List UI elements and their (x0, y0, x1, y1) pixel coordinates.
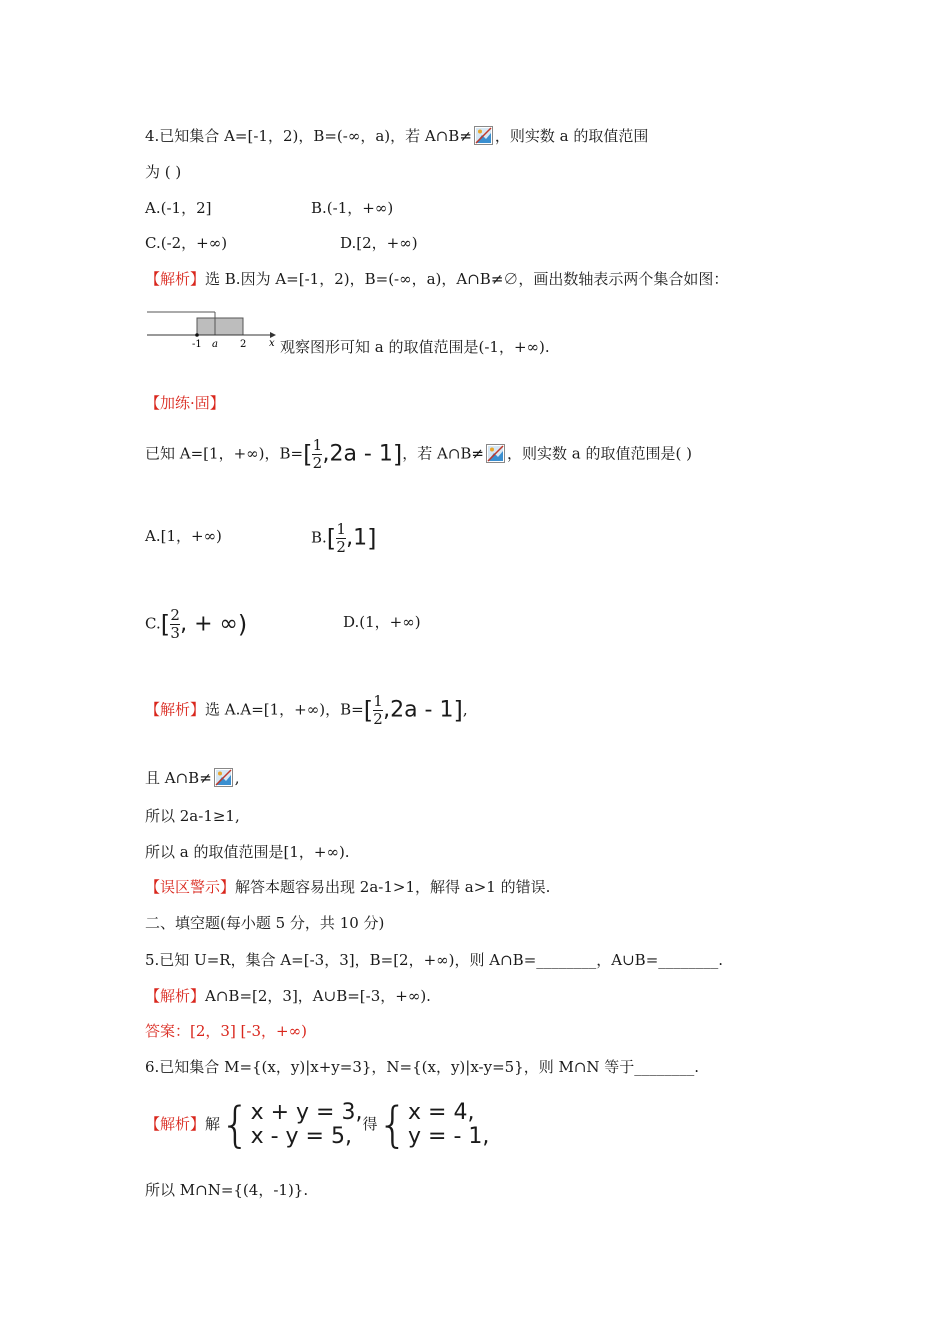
broken-image-icon (474, 126, 493, 145)
equation-2: x - y = 5, (250, 1124, 352, 1149)
warning-text: 解答本题容易出现 2a-1>1，解得 a>1 的错误. (235, 878, 551, 896)
solution-num: 1 (373, 692, 383, 710)
q5-solution-text: A∩B=[2，3]，A∪B=[-3，+∞). (205, 987, 431, 1005)
option-b-prefix: B. (311, 528, 327, 547)
q5-solution-tag: 【解析】 (145, 987, 206, 1005)
broken-image-icon (486, 444, 505, 463)
number-line-figure (145, 306, 280, 350)
q4-option-b: B.(-1，+∞) (311, 199, 394, 217)
q4-solution-text: 选 B.因为 A=[-1，2)，B=(-∞，a)，A∩B≠∅，画出数轴表示两个集合如图： (205, 270, 729, 288)
right-bracket: ] (392, 440, 403, 469)
practice-stem-a: 已知 A=[1，+∞)，B= (145, 444, 304, 463)
practice-line4: 所以 a 的取值范围是[1，+∞). (145, 843, 350, 861)
q4-solution (145, 269, 728, 289)
option-c-num: 2 (170, 606, 180, 624)
axis-label-a: a (212, 339, 218, 350)
q6-stem: 6.已知集合 M={(x，y)|x+y=3}，N={(x，y)|x-y=5}，则 M∩N 等于________. (145, 1058, 700, 1076)
practice-stem-c: ，则实数 a 的取值范围是( ) (507, 444, 692, 463)
q4-stem-line (145, 126, 648, 146)
fraction-half (312, 438, 322, 471)
practice-stem-b: ，若 A∩B≠ (402, 444, 484, 463)
solution-den: 2 (373, 710, 383, 728)
result-2: y = - 1, (408, 1124, 490, 1149)
q6-solution-tag: 【解析】 (145, 1115, 206, 1133)
result-1: x = 4, (408, 1100, 475, 1125)
practice-line2-b: , (234, 769, 240, 787)
option-b-den: 2 (336, 538, 346, 556)
upper-bound: ,2a - 1 (322, 441, 393, 467)
q4-stem-b: ，则实数 a 的取值范围 (494, 127, 649, 145)
practice-line2 (145, 768, 240, 788)
practice-option-a: A.[1，+∞) (145, 527, 222, 545)
fraction-den: 2 (312, 454, 323, 472)
q4-solution-tag: 【解析】 (145, 270, 206, 288)
warning-tag: 【误区警示】 (145, 878, 236, 896)
practice-stem (145, 438, 692, 471)
q6-get-word: 得 (362, 1115, 378, 1133)
equation-1: x + y = 3, (250, 1100, 363, 1125)
axis-label-2: 2 (240, 339, 247, 350)
practice-tag: 【加练·固】 (145, 394, 225, 412)
practice-option-d: D.(1，+∞) (343, 613, 421, 631)
option-c-prefix: C. (145, 614, 161, 633)
q5-stem: 5.已知 U=R，集合 A=[-3，3]，B=[2，+∞)，则 A∩B=________，A∪B=________. (145, 951, 724, 969)
option-b-num: 1 (336, 520, 346, 538)
q4-stem-a: 4.已知集合 A=[-1，2)，B=(-∞，a)，若 A∩B≠ (145, 127, 472, 145)
q6-solution: 【解析】解{ x + y = 3, x - y = 5, 得{ x = 4, y = - 1, (145, 1097, 490, 1153)
option-c-den: 3 (170, 624, 180, 642)
fraction-num: 1 (312, 436, 323, 454)
q6-conclusion: 所以 M∩N={(4，-1)}. (145, 1181, 309, 1199)
q4-option-c: C.(-2，+∞) (145, 234, 228, 252)
q4-solution-text2: 观察图形可知 a 的取值范围是(-1，+∞). (280, 338, 550, 356)
practice-line2-a: 且 A∩B≠ (145, 769, 212, 787)
practice-solution-tag: 【解析】 (145, 700, 206, 719)
q5-answer: 答案：[2，3] [-3，+∞) (145, 1022, 307, 1040)
solution-comma: , (462, 700, 468, 719)
equation-system (251, 1101, 363, 1149)
section-2-heading: 二、填空题(每小题 5 分，共 10 分) (145, 914, 385, 932)
q4-option-d: D.[2，+∞) (340, 234, 418, 252)
q4-option-a: A.(-1，2] (145, 199, 212, 217)
q5-solution (145, 986, 431, 1006)
q4-stem-cont: 为 ( ) (145, 163, 182, 181)
practice-option-c: C.[ $\frac{2}{3}$ , + ∞) (145, 606, 248, 642)
practice-solution-a: 选 A.A=[1，+∞)，B= (205, 700, 364, 719)
broken-image-icon (214, 768, 233, 787)
practice-line3: 所以 2a-1≥1, (145, 807, 240, 825)
result-system (408, 1101, 489, 1149)
axis-label-x: x (269, 338, 275, 349)
option-b-rest: ,1 (346, 525, 368, 551)
left-bracket: [ (303, 440, 313, 469)
practice-option-b: B.[ $\frac{1}{2}$ ,1] (311, 520, 377, 556)
practice-warning (145, 877, 550, 897)
solution-upper: ,2a - 1 (383, 697, 454, 723)
option-c-rest: , + ∞ (180, 611, 238, 637)
q6-solve-word: 解 (205, 1115, 221, 1133)
axis-label-neg1: -1 (192, 339, 202, 350)
practice-solution: 【解析】选 A.A=[1，+∞)，B=[ $\frac{1}{2}$ ,2a - 1], (145, 692, 468, 728)
